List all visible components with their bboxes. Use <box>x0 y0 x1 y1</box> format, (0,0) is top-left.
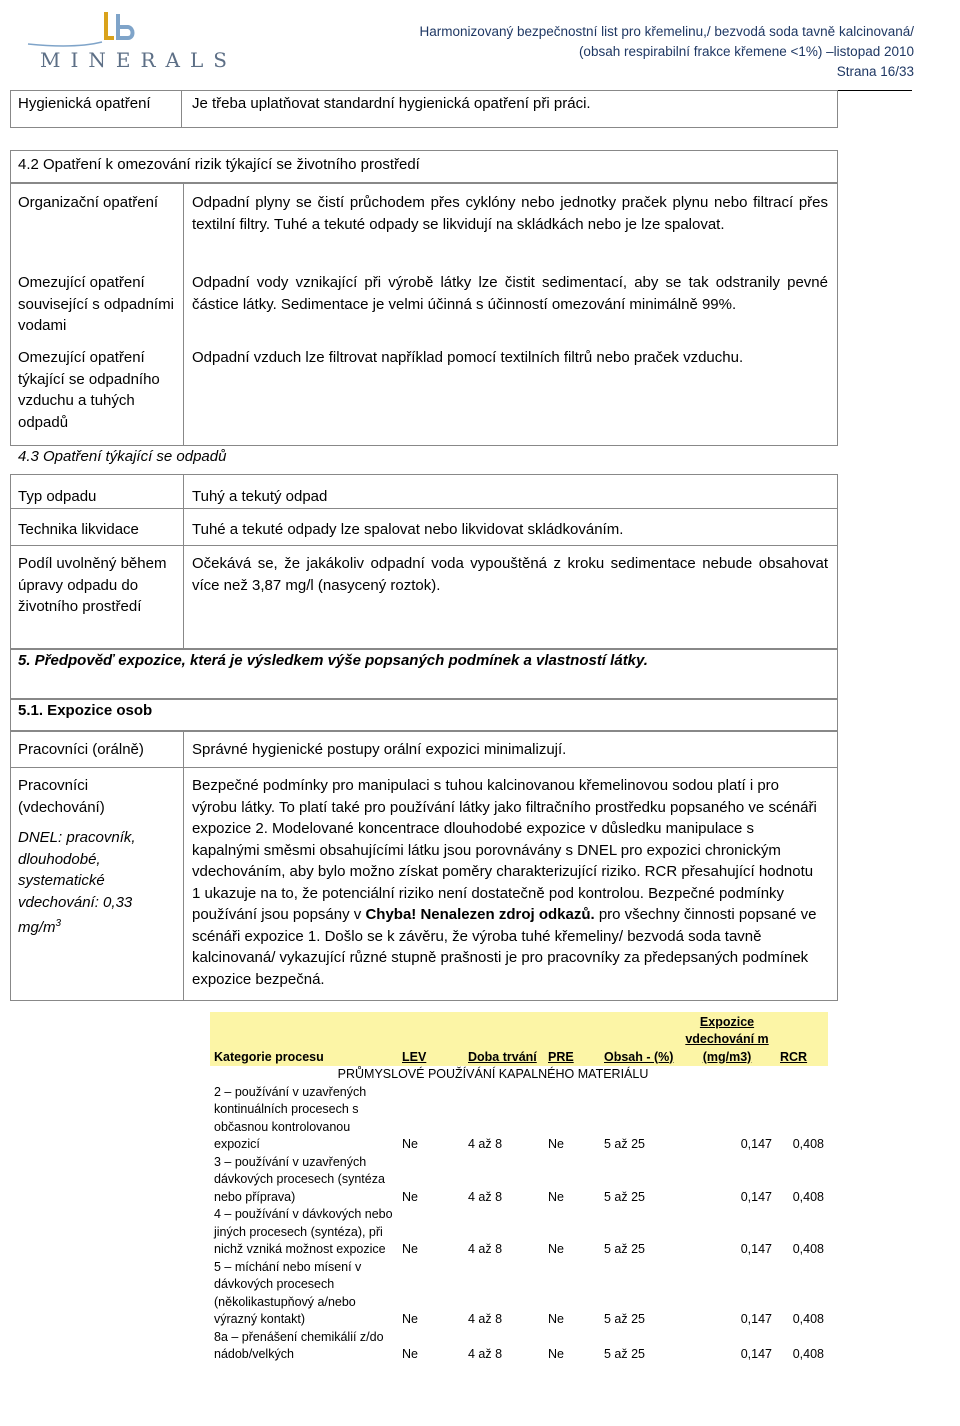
row-expozice: 0,147 <box>740 1347 772 1361</box>
workers-inhalation-text <box>192 775 820 990</box>
table-row <box>210 1329 828 1364</box>
wastewater-text: Odpadní vody vznikající při výrobě látky lze čistit sedimentací, aby se tak odstranily pevné částice látky. Sedimentace je velmi účinná s účinností omezování minimálně 99%. <box>192 274 828 313</box>
row-kategorie: 5 – míchání nebo mísení v dávkových procesech (několikastupňový a/nebo výrazný kontakt) <box>214 1259 362 1326</box>
row-pre: Ne <box>548 1137 564 1151</box>
wastewater-label: Omezující opatření související s odpadními vodami <box>18 274 174 334</box>
section-4-3-row-sep-1 <box>11 508 837 509</box>
row-lev: Ne <box>402 1189 418 1204</box>
table-row <box>210 1206 828 1259</box>
row-obsah: 5 až 25 <box>604 1347 646 1361</box>
col-header-lev: LEV <box>398 1012 464 1066</box>
header-title-line2: (obsah respirabilní frakce křemene <1%) –listopad 2010 <box>578 44 914 59</box>
minerals-logo <box>18 8 237 78</box>
row-doba: 4 až 8 <box>468 1189 503 1204</box>
workers-inhalation-text-a: Bezpečné podmínky pro manipulaci s tuhou kalcinovanou křemelinovou sodou platí i pro výrobu látky. To platí také pro používání látky jako filtračního prostředku popsaného ve scénáři expozice 2. Modelované koncentrace dlouhodobé expozice v důsledku manipulace s kapalnými směsmi obsahujícími látku jsou porovnávány s DNEL pro expozici chronickým vdechováním, aby bylo možno získat poměry charakterizující riziko. RCR přesahující hodnotu 1 ukazuje na to, že potenciální riziko není dostatečně pod kontrolou. Bezpečné podmínky používání jsou popsány v <box>192 777 817 923</box>
process-table-header-row <box>210 1012 828 1066</box>
process-category-table <box>210 1012 828 1364</box>
row-rcr: 0,408 <box>792 1347 824 1361</box>
section-4-3-row-sep-2 <box>11 545 837 546</box>
section-4-3-divider <box>183 475 184 648</box>
workers-oral-text: Správné hygienické postupy orální expozici minimalizují. <box>192 741 567 758</box>
row-lev: Ne <box>402 1347 418 1361</box>
release-fraction-label: Podíl uvolněný během úpravy odpadu do životního prostředí <box>18 555 167 615</box>
process-table-section-row <box>210 1066 828 1084</box>
release-fraction-text: Očekává se, že jakákoliv odpadní voda vypouštěná z kroku sedimentace nebude obsahovat více než 3,87 mg/l (nasycený roztok). <box>192 555 828 594</box>
waste-air-label: Omezující opatření týkající se odpadního vzduchu a tuhých odpadů <box>18 349 160 431</box>
row-kategorie: 8a – přenášení chemikálií z/do nádob/velkých <box>214 1329 384 1361</box>
row-lev: Ne <box>402 1312 418 1326</box>
row-expozice: 0,147 <box>740 1189 772 1204</box>
dnel-text <box>18 827 168 939</box>
row-doba: 4 až 8 <box>468 1312 503 1326</box>
table-row <box>210 1154 828 1207</box>
disposal-technique-text: Tuhé a tekuté odpady lze spalovat nebo likvidovat skládkováním. <box>192 521 624 538</box>
hygiene-divider <box>181 91 182 127</box>
row-doba: 4 až 8 <box>468 1137 503 1151</box>
row-doba: 4 až 8 <box>468 1347 503 1361</box>
row-obsah: 5 až 25 <box>604 1189 646 1204</box>
row-pre: Ne <box>548 1189 564 1204</box>
row-rcr: 0,408 <box>792 1242 824 1256</box>
row-pre: Ne <box>548 1347 564 1361</box>
row-rcr: 0,408 <box>792 1137 824 1151</box>
hygiene-label: Hygienická opatření <box>18 95 151 112</box>
row-rcr: 0,408 <box>792 1312 824 1326</box>
row-expozice: 0,147 <box>740 1312 772 1326</box>
row-doba: 4 až 8 <box>468 1242 503 1256</box>
workers-inhalation-text-b: pro všechny činnosti popsané ve scénáři expozice 1. Došlo se k závěru, že výroba tuhé křemeliny/ bezvodá soda tavně kalcinovaná/ vykazující různé stupně prašnosti je pro pracovníky za předepsaných podmínek expozice bezpečná. <box>192 906 817 988</box>
section-5-1-title: 5.1. Expozice osob <box>18 702 153 719</box>
section-5-title: 5. Předpověď expozice, která je výsledkem výše popsaných podmínek a vlastností látky. <box>18 652 648 669</box>
row-expozice: 0,147 <box>740 1137 772 1151</box>
section-4-3-title: 4.3 Opatření týkající se odpadů <box>18 448 227 465</box>
section-row-label: PRŮMYSLOVÉ POUŽÍVÁNÍ KAPALNÉHO MATERIÁLU <box>337 1067 649 1081</box>
row-rcr: 0,408 <box>792 1189 824 1204</box>
row-expozice: 0,147 <box>740 1242 772 1256</box>
row-lev: Ne <box>402 1242 418 1256</box>
section-4-2-title: 4.2 Opatření k omezování rizik týkající se životního prostředí <box>18 156 420 173</box>
table-row <box>210 1084 828 1154</box>
row-obsah: 5 až 25 <box>604 1312 646 1326</box>
row-obsah: 5 až 25 <box>604 1137 646 1151</box>
dnel-value: DNEL: pracovník, dlouhodobé, systematické vdechování: 0,33 mg/m <box>18 829 136 936</box>
waste-air-text: Odpadní vzduch lze filtrovat například pomocí textilních filtrů nebo praček vzduchu. <box>192 349 744 366</box>
org-measures-text: Odpadní plyny se čistí průchodem přes cyklóny nebo jednotky praček plynu nebo filtrací přes textilní filtry. Tuhé a tekuté odpady se likvidují na skládkách nebo je lze spalovat. <box>192 194 828 233</box>
section-4-2-divider <box>183 184 184 445</box>
header-title-line1: Harmonizovaný bezpečnostní list pro křemelinu,/ bezvodá soda tavně kalcinovaná/ <box>419 24 914 39</box>
process-table <box>210 1012 828 1364</box>
org-measures-label: Organizační opatření <box>18 194 159 211</box>
disposal-technique-label: Technika likvidace <box>18 521 139 538</box>
col-header-doba: Doba trvání <box>464 1012 544 1066</box>
dnel-unit-superscript: 3 <box>55 918 62 929</box>
section-5-1-row-sep <box>11 767 837 768</box>
header-page-number: Strana 16/33 <box>836 64 914 79</box>
row-kategorie: 4 – používání v dávkových nebo jiných procesech (syntéza), při nichž vzniká možnost expozice <box>214 1207 393 1256</box>
col-header-expozice: Expozice vdechování m (mg/m3) <box>678 1012 776 1066</box>
hygiene-text: Je třeba uplatňovat standardní hygienická opatření při práci. <box>192 95 591 112</box>
waste-type-label: Typ odpadu <box>18 488 97 505</box>
row-obsah: 5 až 25 <box>604 1242 646 1256</box>
waste-type-text: Tuhý a tekutý odpad <box>192 488 328 505</box>
row-kategorie: 3 – používání v uzavřených dávkových procesech (syntéza nebo příprava) <box>214 1154 385 1204</box>
workers-inhalation-label: Pracovníci (vdechování) <box>18 777 105 816</box>
row-kategorie: 2 – používání v uzavřených kontinuálních procesech s občasnou kontrolovanou expozicí <box>214 1084 367 1151</box>
table-row <box>210 1259 828 1329</box>
section-5-1-divider <box>183 732 184 1000</box>
workers-inhalation-error-ref: Chyba! Nenalezen zdroj odkazů. <box>365 906 595 923</box>
row-pre: Ne <box>548 1242 564 1256</box>
col-header-kategorie: Kategorie procesu <box>210 1012 398 1066</box>
row-pre: Ne <box>548 1312 564 1326</box>
col-header-rcr: RCR <box>776 1012 828 1066</box>
col-header-obsah: Obsah - (%) <box>600 1012 678 1066</box>
workers-oral-label: Pracovníci (orálně) <box>18 741 144 758</box>
col-header-pre: PRE <box>544 1012 600 1066</box>
row-lev: Ne <box>402 1137 418 1151</box>
logo-text: MINERALS <box>40 48 237 72</box>
